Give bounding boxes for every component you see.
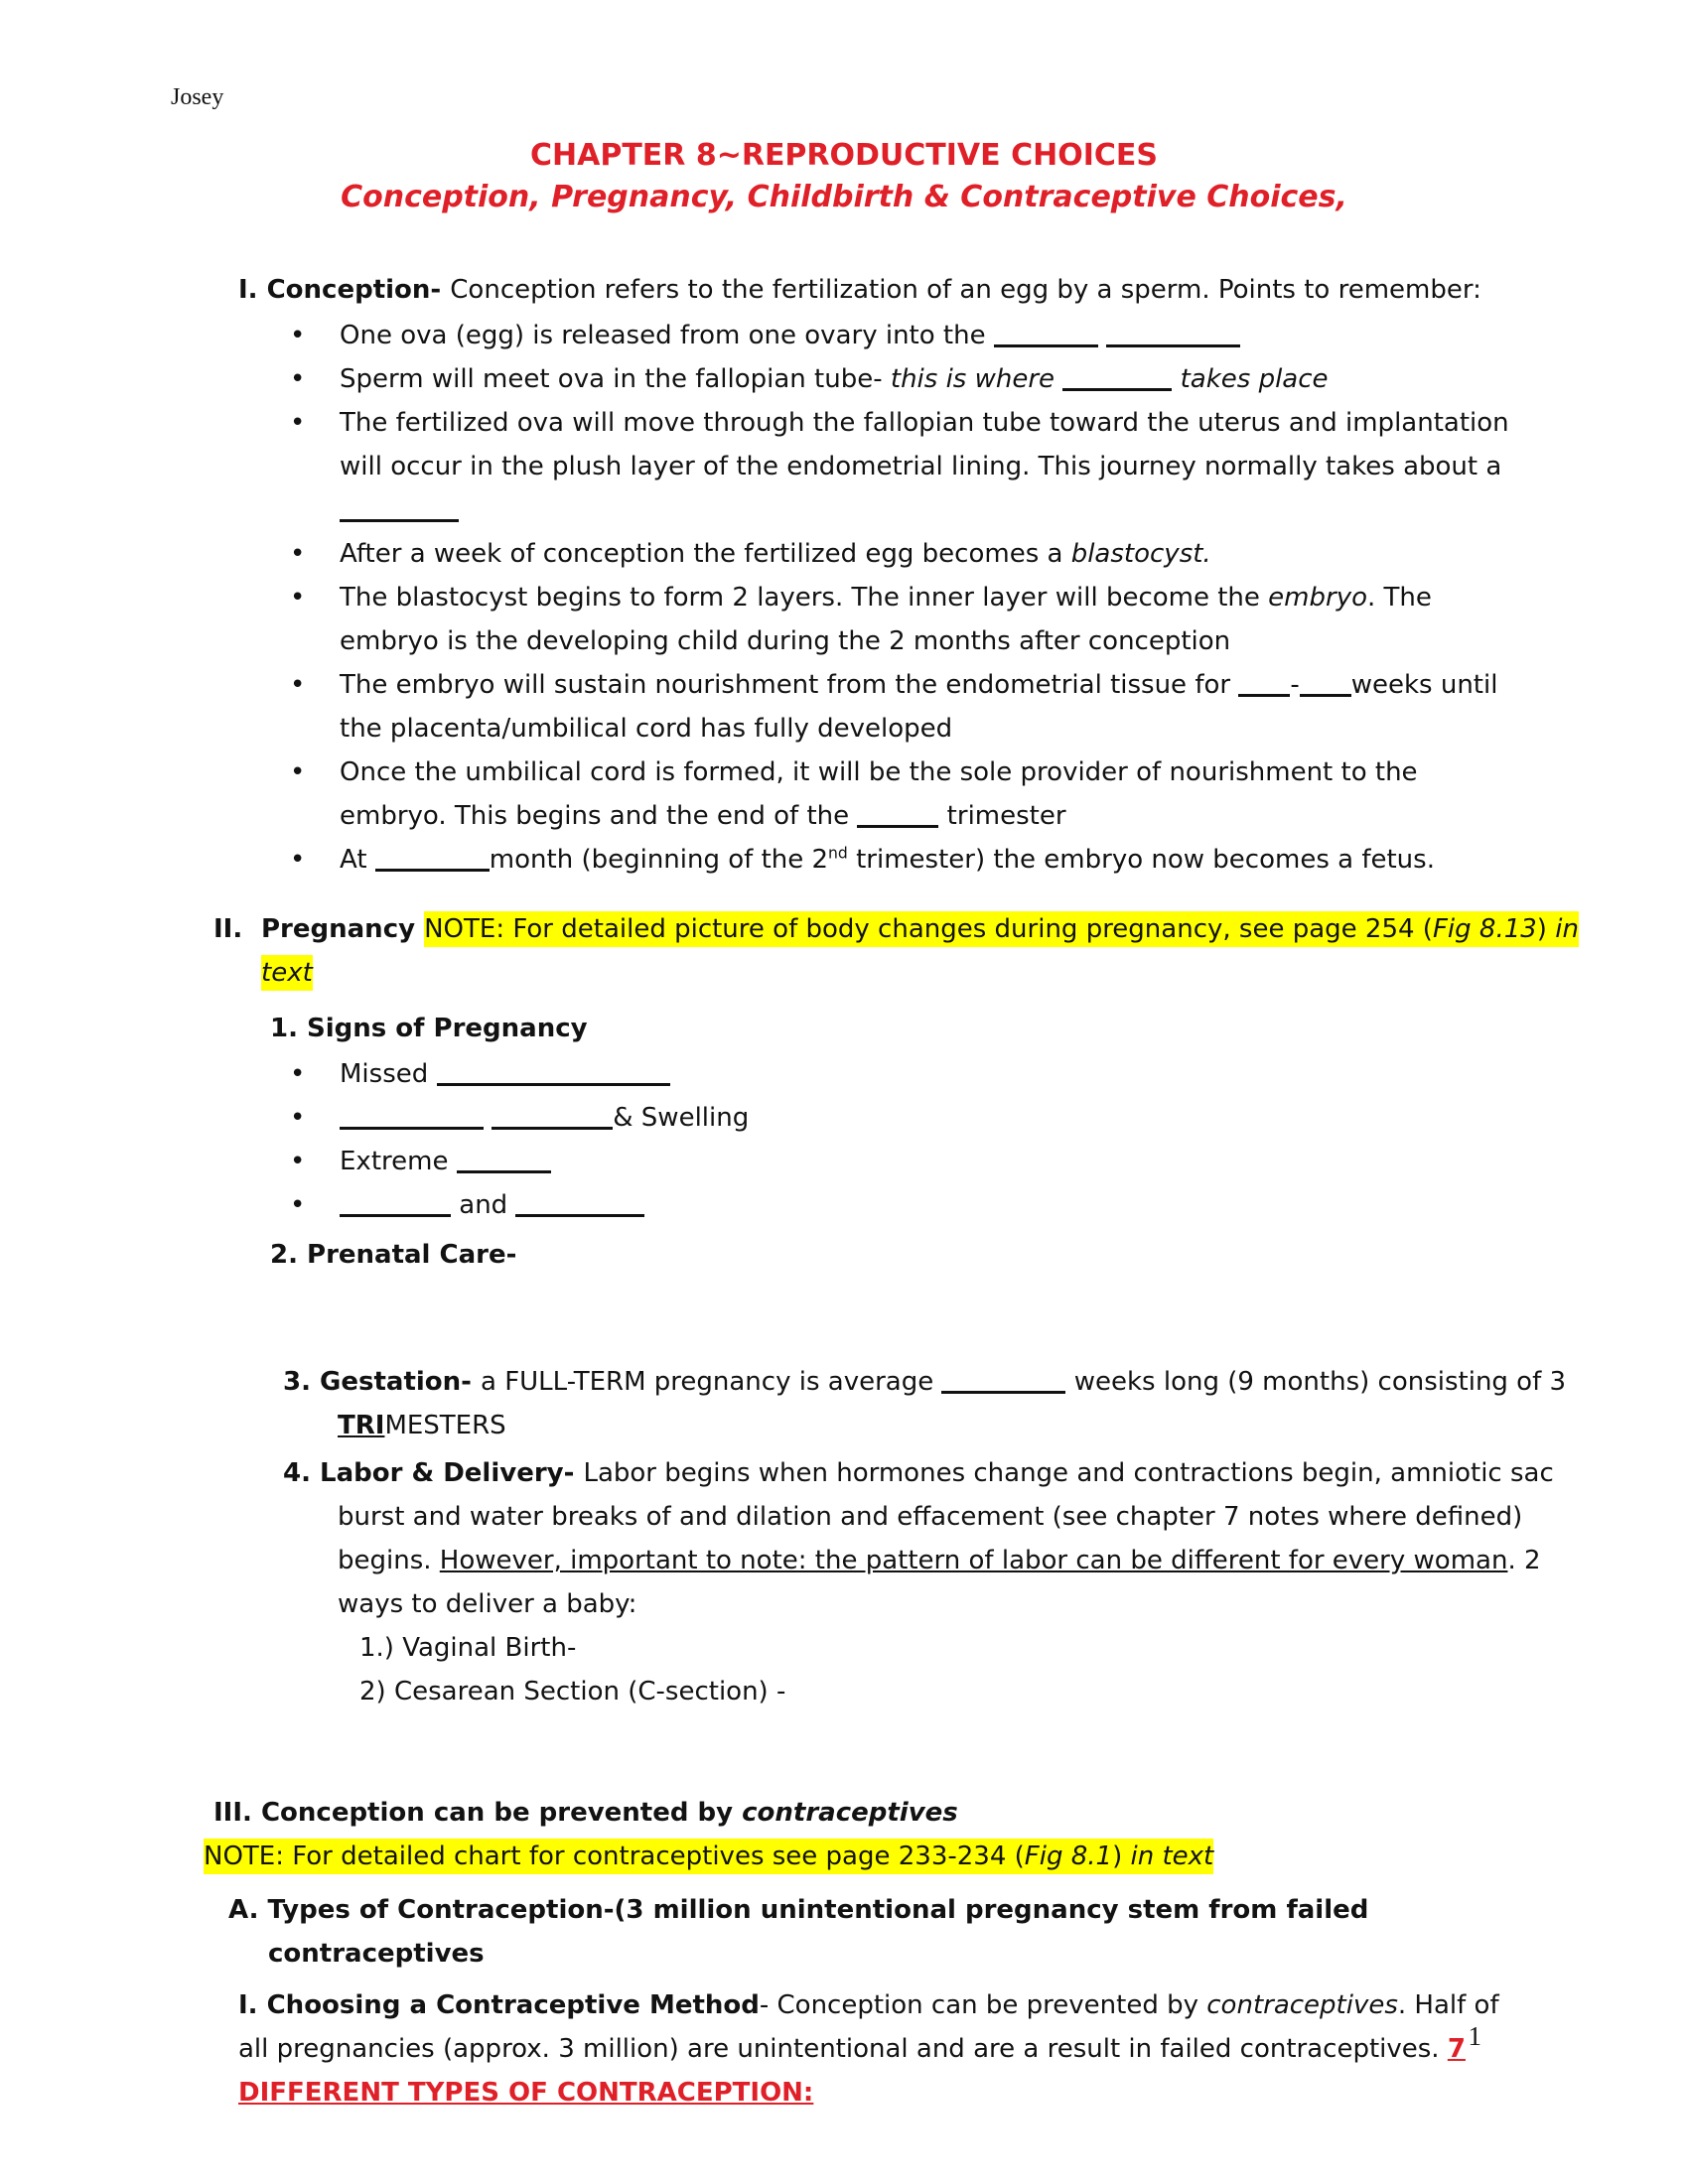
bullet-item [290,532,1521,576]
text-run: I. Conception- [238,275,451,305]
text-run [484,1103,492,1133]
text-run: contraceptives [1206,1990,1398,2020]
delivery-option-vaginal: 1.) Vaginal Birth- [359,1633,577,1663]
fill-in-blank [375,863,490,872]
text-run: . 2 ways to deliver a baby: [338,1546,1541,1619]
fill-in-blank [340,513,459,522]
bullet-icon: • [290,1147,306,1176]
fill-in-blank [857,819,938,828]
text-run: & Swelling [613,1103,750,1133]
text-run: At [340,845,375,875]
types-of-contraception-heading [228,1888,1559,1976]
choosing-method-paragraph [238,1983,1529,2115]
fill-in-blank [492,1121,613,1130]
bullet-icon: • [290,757,306,787]
labor-delivery-item [283,1451,1579,1626]
text-run: 3. Gestation- [283,1367,481,1397]
text-run: 7 DIFFERENT TYPES OF CONTRACEPTION: [238,2034,1466,2108]
text-run: contraceptives [742,1798,958,1828]
chapter-title: CHAPTER 8~REPRODUCTIVE CHOICES [530,138,1158,173]
bullet-item [290,1183,1521,1227]
text-run: takes place [1172,364,1329,394]
text-run: - [1290,670,1300,700]
text-run: weeks until the placenta/umbilical cord has fully developed [340,670,1498,744]
bullet-item [290,1052,1521,1096]
fill-in-blank [515,1208,644,1217]
text-run: . The embryo is the developing child during the 2 months after conception [340,583,1432,656]
text-run: Extreme [340,1147,457,1176]
text-run: and [451,1190,516,1220]
text-run: Fig 8.1 [1025,1839,1112,1874]
bullet-item [290,1096,1521,1140]
bullet-icon: • [290,364,306,394]
text-run: III. Conception can be prevented by [213,1798,743,1828]
fill-in-blank [437,1077,670,1086]
text-run: NOTE: For detailed chart for contraceptives see page 233-234 ( [204,1839,1025,1874]
bullet-icon: • [290,583,306,613]
text-run: The embryo will sustain nourishment from the endometrial tissue for [340,670,1239,700]
text-run: Sperm will meet ova in the fallopian tube- [340,364,891,394]
fill-in-blank [994,339,1098,347]
text-run: One ova (egg) is released from one ovary into the [340,321,994,350]
section-i-conception-intro [238,268,1529,312]
bullet-icon: • [290,670,306,700]
text-run: A. Types of Contraception-(3 million unintentional pregnancy stem from failed contraceptives [228,1895,1369,1969]
fill-in-blank [941,1385,1065,1394]
page-number: 1 [1468,2021,1481,2051]
bullet-icon: • [290,539,306,569]
fill-in-blank [340,1208,451,1217]
text-run: II. [213,914,243,944]
text-run: 4. Labor & Delivery- [283,1458,584,1488]
bullet-item [290,751,1521,838]
bullet-icon: • [290,1059,306,1089]
text-run: in text [261,911,1579,991]
author-name: Josey [171,84,224,110]
bullet-item [290,663,1521,751]
bullet-icon: • [290,845,306,875]
text-run: this is where [890,364,1063,394]
contraceptives-note-highlight [204,1835,1534,1878]
text-run: ) [1537,911,1555,947]
fill-in-blank [1238,688,1290,697]
text-run: trimester) the embryo now becomes a fetus. [847,845,1435,875]
text-run: Fig 8.13 [1433,911,1537,947]
text-run: - Conception can be prevented by [759,1990,1207,2020]
text-run: embryo [1268,583,1367,613]
text-run: weeks long (9 months) consisting of 3 [1065,1367,1567,1397]
bullet-icon: • [290,408,306,438]
fill-in-blank [1106,339,1240,347]
section-ii-pregnancy-heading [213,907,1582,995]
text-run: The fertilized ova will move through the fallopian tube toward the uterus and implantation will occur in the plush layer of the endometrial lining. This journey normally takes about a [340,408,1509,481]
signs-of-pregnancy-heading: 1. Signs of Pregnancy [270,1014,588,1043]
text-run: MESTERS [384,1411,506,1440]
delivery-option-csection: 2) Cesarean Section (C-section) - [359,1677,786,1706]
text-run: month (beginning of the 2 [489,845,829,875]
text-run: nd [828,844,848,863]
text-run: . Half of all pregnancies (approx. 3 million) are unintentional and are a result in failed contraceptives. [238,1990,1499,2064]
fill-in-blank [457,1164,551,1173]
bullet-icon: • [290,1190,306,1220]
fill-in-blank [340,1121,484,1130]
bullet-item [290,357,1521,401]
title-block [0,135,1688,218]
text-run: TRI [338,1411,385,1440]
chapter-subtitle: Conception, Pregnancy, Childbirth & Contraceptive Choices, [341,180,1347,214]
text-run: blastocyst. [1070,539,1211,569]
text-run: Pregnancy [261,914,425,944]
text-run: ) [1112,1839,1130,1874]
fill-in-blank [1300,688,1351,697]
bullet-icon: • [290,321,306,350]
prenatal-care-heading: 2. Prenatal Care- [270,1240,517,1270]
text-run: NOTE: For detailed picture of body changes during pregnancy, see page 254 ( [424,911,1433,947]
text-run: I. Choosing a Contraceptive Method [238,1990,760,2020]
text-run: Conception refers to the fertilization of an egg by a sperm. Points to remember: [450,275,1481,305]
signs-bullet-list [290,1052,1521,1227]
conception-bullet-list [290,314,1521,882]
bullet-item [290,401,1521,532]
text-run: Missed [340,1059,437,1089]
bullet-item [290,838,1521,882]
text-run: The blastocyst begins to form 2 layers. The inner layer will become the [340,583,1269,613]
section-iii-heading [213,1791,1688,1835]
bullet-icon: • [290,1103,306,1133]
text-run: After a week of conception the fertilized egg becomes a [340,539,1071,569]
fill-in-blank [1062,382,1172,391]
text-run: Once the umbilical cord is formed, it will be the sole provider of nourishment to the embryo. This begins and the end of the [340,757,1418,831]
bullet-item [290,1140,1521,1183]
text-run: in text [1131,1839,1214,1874]
text-run: Labor begins when hormones change and contractions begin, amniotic sac burst and water breaks of and dilation and effacement (see chapter 7 notes where defined) begins. [338,1458,1554,1575]
text-run [1098,321,1106,350]
text-run: trimester [938,801,1066,831]
bullet-item [290,314,1521,357]
bullet-item [290,576,1521,663]
text-run: a FULL-TERM pregnancy is average [481,1367,942,1397]
gestation-item [283,1360,1579,1447]
text-run: However, important to note: the pattern of labor can be different for every woman [439,1546,1508,1575]
